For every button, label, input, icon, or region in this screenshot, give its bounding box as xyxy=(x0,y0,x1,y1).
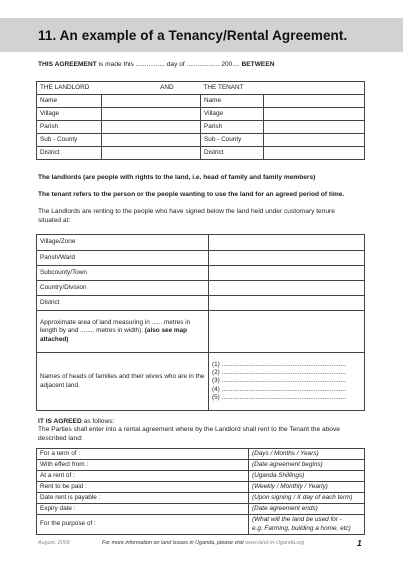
landlord-name-field[interactable] xyxy=(102,95,201,108)
country-division-field[interactable] xyxy=(209,281,365,296)
area-map-note: (also see map attached) xyxy=(40,327,188,343)
neighbour-line[interactable]: (4) ...................................................................... xyxy=(212,385,346,393)
village-zone-label: Village/Zone xyxy=(37,235,209,251)
area-label xyxy=(37,311,209,353)
agreed-rest: as follows: xyxy=(81,418,115,425)
tenant-district-label: District xyxy=(201,147,264,160)
landlord-district-label: District xyxy=(37,147,102,160)
village-zone-field[interactable] xyxy=(209,235,365,251)
purpose-hint-line1: (What will the land be used for - xyxy=(252,516,342,524)
landlord-parish-label: Parish xyxy=(37,121,102,134)
tenant-parish-label: Parish xyxy=(201,121,264,134)
landlord-header: THE LANDLORD xyxy=(40,83,90,91)
terms-row xyxy=(37,504,365,515)
landlord-village-label: Village xyxy=(37,108,102,121)
effect-from-hint[interactable]: (Date agreement begins) xyxy=(249,460,365,471)
rent-frequency-hint[interactable]: (Weekly / Monthly / Yearly) xyxy=(249,482,365,493)
area-text: Approximate area of land measuring in ...... metres in length by and ........ metres in width). xyxy=(40,318,191,335)
payable-date-hint[interactable]: (Upon signing / X day of each term) xyxy=(249,493,365,504)
rent-label: At a rent of : xyxy=(37,471,249,482)
term-label: For a term of : xyxy=(37,449,249,460)
expiry-label: Expiry date : xyxy=(37,504,249,515)
land-row-district xyxy=(37,296,365,311)
tenant-header: THE TENANT xyxy=(203,83,244,91)
neighbour-line[interactable]: (5) ...................................................................... xyxy=(212,393,346,401)
landlord-village-field[interactable] xyxy=(102,108,201,121)
landlord-name-label: Name xyxy=(37,95,102,108)
footer-date: August, 2009 xyxy=(38,540,70,546)
purpose-hint-line2: e.g. Farming, building a home, etc) xyxy=(252,524,351,532)
terms-row xyxy=(37,449,365,460)
title-banner xyxy=(0,18,403,52)
payable-date-label: Date rent is payable : xyxy=(37,493,249,504)
land-row-area xyxy=(37,311,365,353)
tenant-subcounty-field[interactable] xyxy=(264,134,365,147)
purpose-label: For the purpose of : xyxy=(37,515,249,535)
footer-info xyxy=(102,540,304,546)
footer-link[interactable]: www.land-in-Uganda.org xyxy=(245,540,305,546)
parties-row-subcounty xyxy=(37,134,365,147)
neighbours-list[interactable] xyxy=(209,353,365,411)
parties-header-row xyxy=(37,82,365,95)
rent-hint[interactable]: (Uganda Shillings) xyxy=(249,471,365,482)
terms-row xyxy=(37,471,365,482)
terms-row xyxy=(37,460,365,471)
country-division-label: Country/Division xyxy=(37,281,209,296)
land-row-parish xyxy=(37,251,365,266)
page-title: 11. An example of a Tenancy/Rental Agreement. xyxy=(38,27,348,43)
parish-ward-field[interactable] xyxy=(209,251,365,266)
term-hint[interactable]: (Days / Months / Years) xyxy=(249,449,365,460)
land-table xyxy=(36,234,365,411)
terms-row xyxy=(37,493,365,504)
subcounty-town-field[interactable] xyxy=(209,266,365,281)
footer-info-text: For more information on land issues in Uganda, please visit xyxy=(102,540,246,546)
area-field[interactable] xyxy=(209,311,365,353)
neighbour-line[interactable]: (2) ...................................................................... xyxy=(212,369,346,377)
terms-table xyxy=(36,448,365,535)
subcounty-town-label: Subcounty/Town xyxy=(37,266,209,281)
expiry-hint[interactable]: (Date agreement ends) xyxy=(249,504,365,515)
land-row-country xyxy=(37,281,365,296)
agreement-lead: THIS AGREEMENT xyxy=(38,61,97,68)
land-row-subcounty xyxy=(37,266,365,281)
purpose-hint[interactable] xyxy=(249,515,365,535)
neighbours-label: Names of heads of families and their wivws who are in the adjacent land. xyxy=(37,353,209,411)
agreed-lead: IT IS AGREED xyxy=(38,418,82,425)
land-district-field[interactable] xyxy=(209,296,365,311)
land-row-neighbours xyxy=(37,353,365,411)
parties-table xyxy=(36,81,365,160)
land-row-village xyxy=(37,235,365,251)
tenant-district-field[interactable] xyxy=(264,147,365,160)
parties-row-name xyxy=(37,95,365,108)
agreed-statement: The Parties shall enter into a rental agreement where by the Landlord shall rent to the Tenant the above described land: xyxy=(38,426,340,442)
tenant-name-label: Name xyxy=(201,95,264,108)
and-label: AND xyxy=(160,83,174,91)
parties-row-parish xyxy=(37,121,365,134)
landlord-parish-field[interactable] xyxy=(102,121,201,134)
terms-row xyxy=(37,482,365,493)
landlords-definition: The landlords (are people with rights to the land, i.e. head of family and family members) xyxy=(38,174,316,181)
parties-row-district xyxy=(37,147,365,160)
landlord-subcounty-label: Sub - County xyxy=(37,134,102,147)
rent-frequency-label: Rent to be paid : xyxy=(37,482,249,493)
parties-row-village xyxy=(37,108,365,121)
renting-statement: The Landlords are renting to the people who have signed below the land held under customary tenure situated at: xyxy=(38,208,335,224)
neighbour-line[interactable]: (3) ...................................................................... xyxy=(212,377,346,385)
agreement-line xyxy=(38,61,274,70)
page-number: 1 xyxy=(357,538,362,548)
effect-from-label: With effect from : xyxy=(37,460,249,471)
neighbour-line[interactable]: (1) ...................................................................... xyxy=(212,360,346,368)
tenant-parish-field[interactable] xyxy=(264,121,365,134)
land-district-label: District xyxy=(37,296,209,311)
agreement-between: BETWEEN xyxy=(241,61,275,68)
parish-ward-label: Parish/Ward xyxy=(37,251,209,266)
tenant-definition: The tenant refers to the person or the people wanting to use the land for an agreed period of time. xyxy=(38,191,345,198)
terms-row xyxy=(37,515,365,535)
tenant-subcounty-label: Sub - County xyxy=(201,134,264,147)
agreement-date-blanks: is made this ................ day of .................. 200.... xyxy=(96,61,242,68)
tenant-village-field[interactable] xyxy=(264,108,365,121)
landlord-subcounty-field[interactable] xyxy=(102,134,201,147)
tenant-name-field[interactable] xyxy=(264,95,365,108)
tenant-village-label: Village xyxy=(201,108,264,121)
landlord-district-field[interactable] xyxy=(102,147,201,160)
